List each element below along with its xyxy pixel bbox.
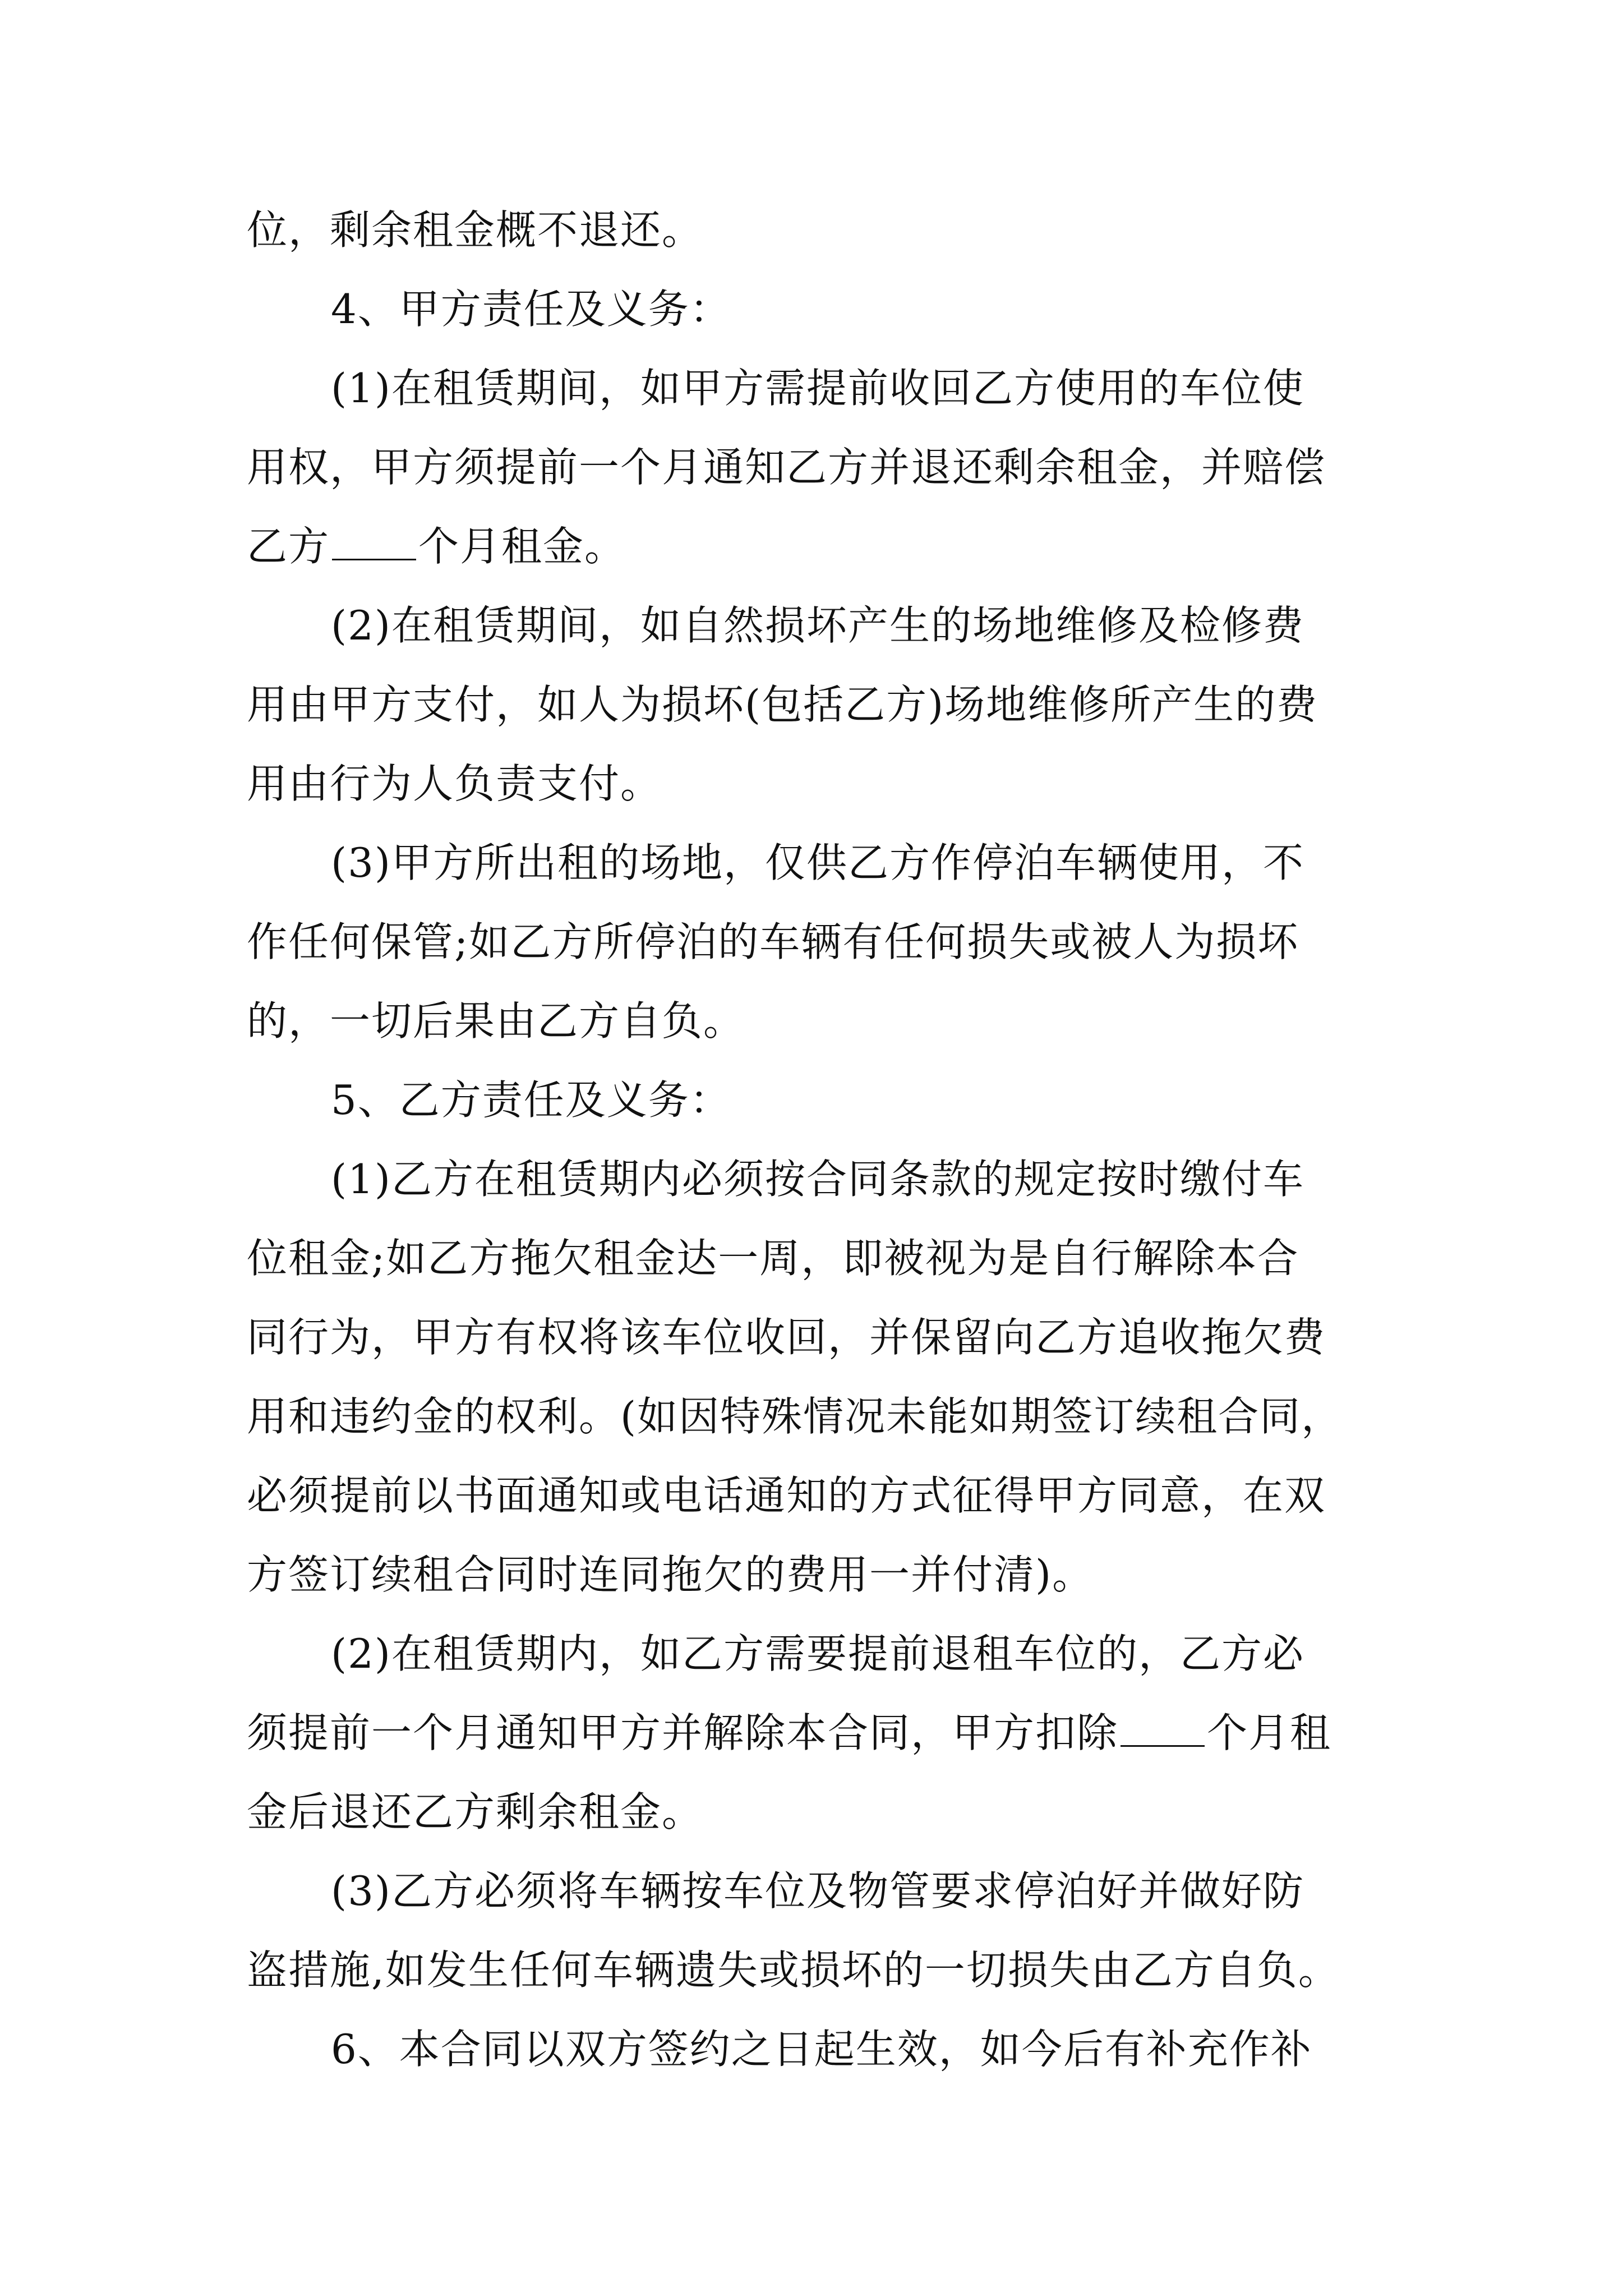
line-text: 位，剩余租金概不退还。 [247,206,704,254]
text-line [247,1219,1377,1298]
line-text: 用和违约金的权利。(如因特殊情况未能如期签订续租合同， [247,1393,1343,1440]
line-text: 作任何保管;如乙方所停泊的车辆有任何损失或被人为损坏 [247,918,1299,965]
line-text: (1)在租赁期间，如甲方需提前收回乙方使用的车位使 [331,365,1304,412]
line-text: 用由行为人负责支付。 [247,760,662,807]
text-line [247,1852,1377,1931]
text-line [247,665,1377,744]
text-line [247,191,1377,270]
line-text: 用权，甲方须提前一个月通知乙方并退还剩余租金，并赔偿 [247,444,1326,491]
line-text: (1)乙方在租赁期内必须按合同条款的规定按时缴付车 [331,1156,1304,1203]
text-line [247,1694,1377,1773]
text-line [247,823,1377,903]
line-text: 个月租金。 [418,523,626,570]
section-heading-4 [247,270,1377,349]
line-text: 6、本合同以双方签约之日起生效，如今后有补充作补 [331,2026,1312,2073]
line-text: 5、乙方责任及义务： [331,1076,731,1124]
contract-body [247,191,1377,2089]
line-text: 同行为，甲方有权将该车位收回，并保留向乙方追收拖欠费 [247,1314,1326,1361]
text-line [247,586,1377,665]
text-line [247,1377,1377,1456]
fill-in-blank [332,518,416,560]
line-text: 盗措施,如发生任何车辆遗失或损坏的一切损失由乙方自负。 [247,1947,1340,1994]
text-line [247,1773,1377,1852]
text-line [247,1931,1377,2010]
text-line [247,349,1377,428]
line-text: 位租金;如乙方拖欠租金达一周，即被视为是自行解除本合 [247,1235,1299,1282]
line-text: 方签订续租合同时连同拖欠的费用一并付清)。 [247,1551,1094,1598]
fill-in-blank [1121,1705,1205,1747]
line-text: 须提前一个月通知甲方并解除本合同，甲方扣除 [247,1709,1119,1756]
section-heading-6 [247,2010,1377,2089]
line-text: 必须提前以书面通知或电话通知的方式征得甲方同意，在双 [247,1472,1326,1519]
text-line [247,1298,1377,1377]
line-text: (3)乙方必须将车辆按车位及物管要求停泊好并做好防 [331,1867,1304,1915]
text-line [247,428,1377,507]
section-heading-5 [247,1061,1377,1140]
line-text: 4、甲方责任及义务： [331,286,731,333]
text-line [247,1614,1377,1694]
line-text: 用由甲方支付，如人为损坏(包括乙方)场地维修所产生的费 [247,681,1318,728]
text-line [247,903,1377,982]
text-line [247,507,1377,586]
line-text: 金后退还乙方剩余租金。 [247,1788,704,1835]
text-line [247,1456,1377,1535]
line-text: 乙方 [247,523,330,570]
text-line [247,1140,1377,1219]
text-line [247,982,1377,1061]
line-text: (3)甲方所出租的场地，仅供乙方作停泊车辆使用，不 [331,839,1304,886]
text-line [247,744,1377,823]
line-text: 个月租 [1207,1709,1332,1756]
line-text: (2)在租赁期间，如自然损坏产生的场地维修及检修费 [331,602,1304,649]
line-text: (2)在租赁期内，如乙方需要提前退租车位的，乙方必 [331,1630,1304,1677]
text-line [247,1535,1377,1614]
line-text: 的，一切后果由乙方自负。 [247,997,745,1045]
